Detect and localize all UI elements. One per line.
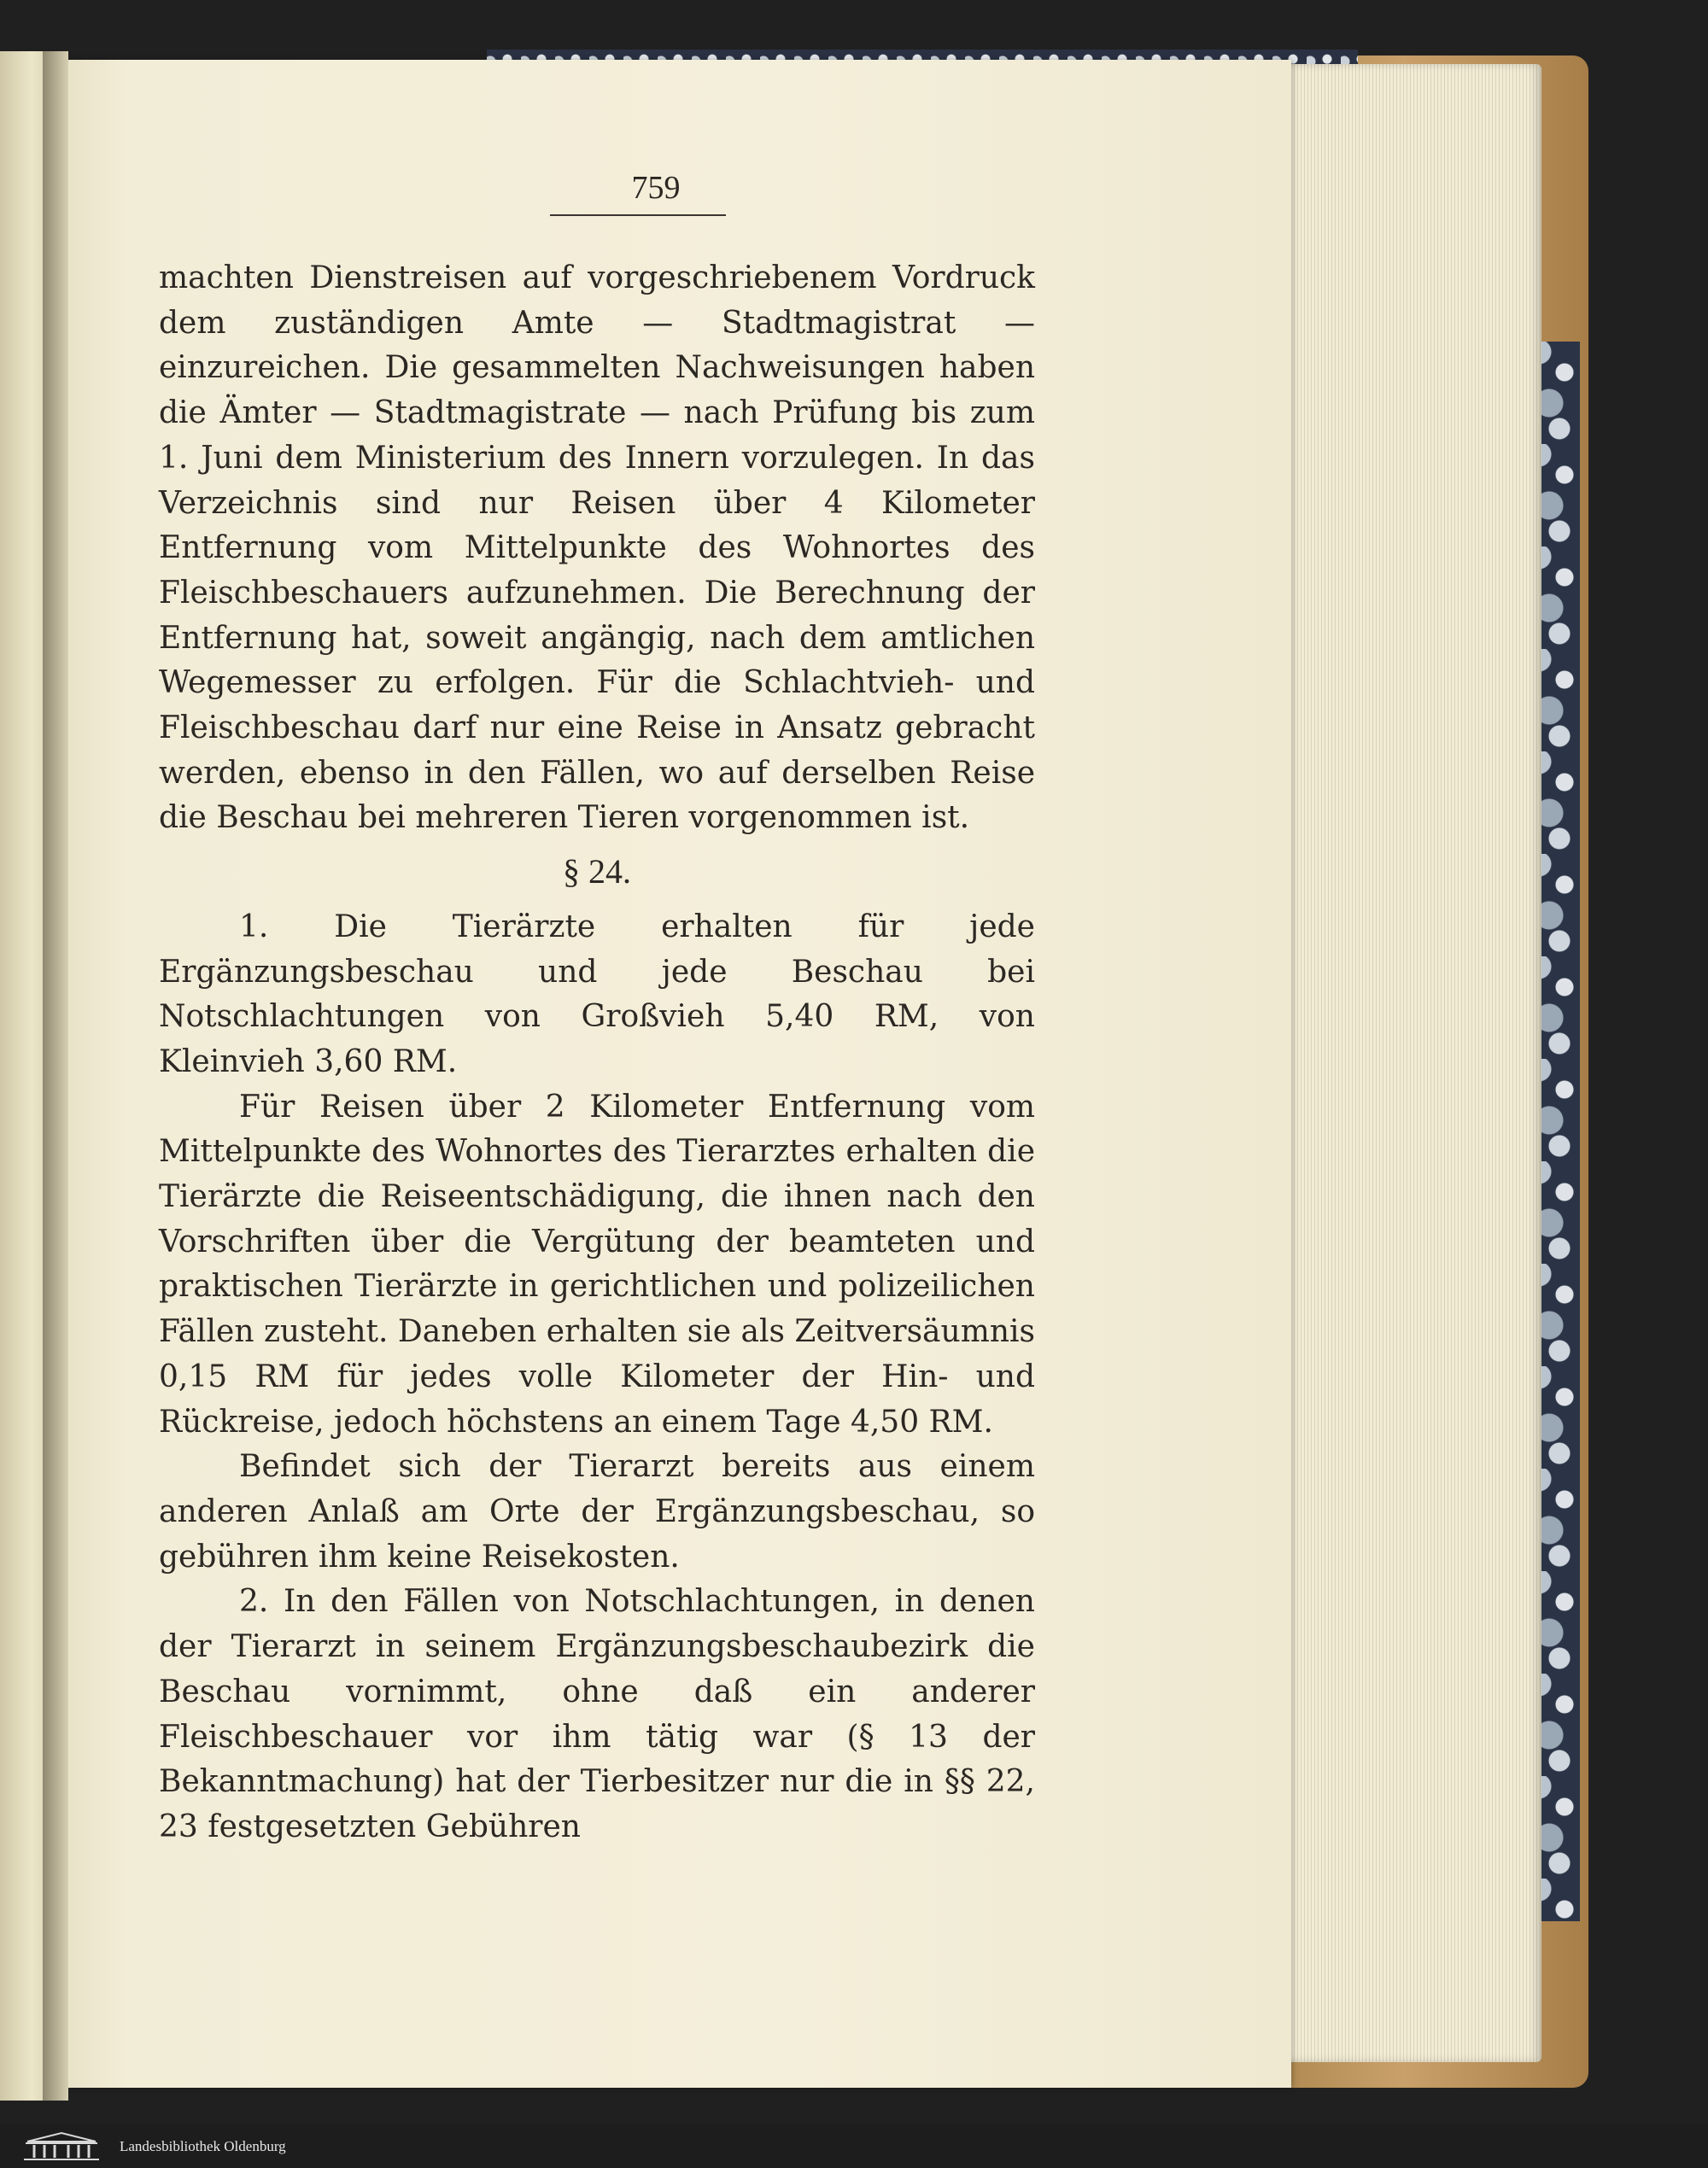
gutter-shadow: [43, 51, 68, 2101]
page-number: 759: [631, 170, 681, 206]
paragraph: 2. In den Fällen von Notschlachtungen, in denen der Tierarzt in seinem Ergänzungsbeschaubezirk die Beschau vornimmt, ohne daß ein anderer Fleischbeschauer vor ihm tätig war (§ 13 der Bekanntmachung) hat der Tierbesitzer nur die in §§ 22, 23 festgesetzten Gebühren: [159, 1584, 1035, 1844]
page-body-text: [159, 256, 1035, 1850]
section-heading: § 24.: [563, 852, 631, 891]
paragraph: Befindet sich der Tierarzt bereits aus einem anderen Anlaß am Orte der Ergänzungsbeschau, so gebühren ihm keine Reisekosten.: [159, 1449, 1035, 1575]
library-building-icon: [19, 2131, 104, 2162]
footer-bar: [0, 2124, 1708, 2168]
page-stack-edges: [1281, 64, 1541, 2062]
paragraph: machten Dienstreisen auf vorgeschriebenem Vordruck dem zuständigen Amte — Stadtmagistrat — einzureichen. Die gesammelten Nachweisungen haben die Ämter — Stadtmagistrate — nach Prüfung bis zum 1. Juni dem Ministerium des Innern vorzulegen. In das Verzeichnis sind nur Reisen über 4 Kilometer Entfernung vom Mittelpunkte des Wohnortes des Fleischbeschauers aufzunehmen. Die Berechnung der Entfernung hat, soweit angängig, nach dem amtlichen Wegemesser zu erfolgen. Für die Schlachtvieh- und Fleischbeschau darf nur eine Reise in Ansatz gebracht werden, ebenso in den Fällen, wo auf derselben Reise die Beschau bei mehreren Tieren vorgenommen ist.: [159, 260, 1035, 836]
paragraph: 1. Die Tierärzte erhalten für jede Ergänzungsbeschau und jede Beschau bei Notschlachtungen von Großvieh 5,40 RM, von Kleinvieh 3,60 RM.: [159, 909, 1035, 1079]
footer-label[interactable]: Landesbibliothek Oldenburg: [120, 2137, 286, 2154]
page-number-rule: [550, 214, 726, 216]
paragraph: Für Reisen über 2 Kilometer Entfernung vom Mittelpunkte des Wohnortes des Tierarztes erhalten die Tierärzte die Reiseentschädigung, die ihnen nach den Vorschriften über die Vergütung der beamteten und praktischen Tierärzte in gerichtlichen und polizeilichen Fällen zusteht. Daneben erhalten sie als Zeitversäumnis 0,15 RM für jedes volle Kilometer der Hin- und Rückreise, jedoch höchstens an einem Tage 4,50 RM.: [159, 1089, 1035, 1440]
